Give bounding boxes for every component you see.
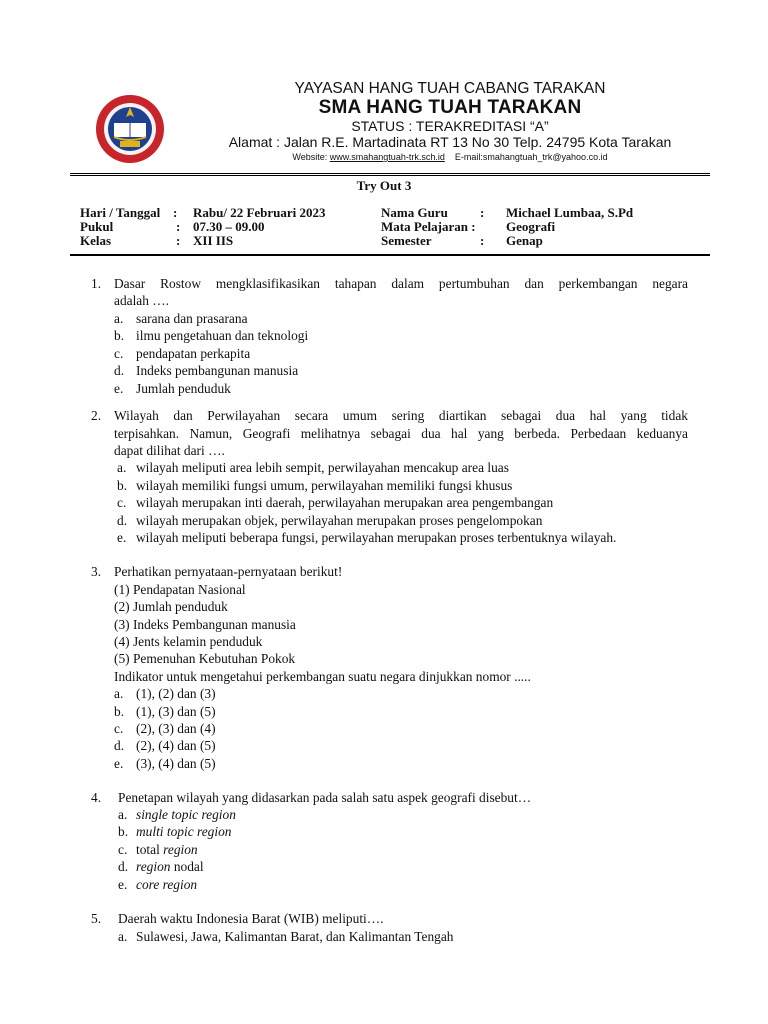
- time-value: 07.30 – 09.00: [193, 219, 265, 234]
- option-text: Indeks pembangunan manusia: [136, 363, 299, 378]
- option-letter: e.: [114, 756, 124, 771]
- option-text: multi topic region: [136, 824, 232, 839]
- option-letter: c.: [118, 842, 128, 857]
- header-divider-2: [70, 175, 710, 176]
- subject-value: Geografi: [506, 219, 556, 234]
- foundation-name: YAYASAN HANG TUAH CABANG TARAKAN: [294, 80, 606, 97]
- class-label: Kelas: [80, 233, 112, 248]
- option-letter: c.: [114, 721, 124, 736]
- option-letter: e.: [118, 877, 128, 892]
- option-letter: b.: [117, 478, 128, 493]
- day-label: Hari / Tanggal: [80, 205, 161, 220]
- school-emblem-icon: [90, 93, 170, 165]
- statement-item: (4) Jents kelamin penduduk: [114, 634, 263, 649]
- question-text: Penetapan wilayah yang didasarkan pada salah satu aspek geografi disebut…: [118, 790, 532, 805]
- website-link[interactable]: www.smahangtuah-trk.sch.id: [329, 152, 445, 162]
- option-letter: b.: [114, 704, 125, 719]
- option-letter: d.: [114, 738, 125, 753]
- option-text: wilayah merupakan objek, perwilayahan merupakan proses pengelompokan: [136, 513, 543, 528]
- option-text: wilayah meliputi area lebih sempit, perwilayahan mencakup area luas: [136, 460, 509, 475]
- option-text: pendapatan perkapita: [136, 346, 251, 361]
- class-colon: :: [176, 233, 181, 248]
- header-divider: [70, 173, 710, 174]
- option-text: region nodal: [136, 859, 204, 874]
- school-name: SMA HANG TUAH TARAKAN: [318, 97, 582, 118]
- option-text: total region: [136, 842, 198, 857]
- day-colon: :: [173, 205, 178, 220]
- exam-title: Try Out 3: [356, 178, 412, 193]
- option-letter: a.: [118, 929, 128, 944]
- option-letter: a.: [118, 807, 128, 822]
- option-letter: a.: [117, 460, 127, 475]
- question-number: 5.: [91, 911, 102, 926]
- option-letter: c.: [117, 495, 127, 510]
- statement-item: (3) Indeks Pembangunan manusia: [114, 617, 296, 632]
- option-text: (2), (4) dan (5): [136, 738, 216, 753]
- option-text: Sulawesi, Jawa, Kalimantan Barat, dan Kalimantan Tengah: [136, 929, 454, 944]
- option-letter: b.: [118, 824, 129, 839]
- option-letter: c.: [114, 346, 124, 361]
- day-value: Rabu/ 22 Februari 2023: [193, 205, 326, 220]
- question-text: Daerah waktu Indonesia Barat (WIB) meliputi….: [118, 911, 384, 926]
- teacher-colon: :: [480, 205, 485, 220]
- option-text: (3), (4) dan (5): [136, 756, 216, 771]
- option-text: core region: [136, 877, 198, 892]
- question-text: adalah ….: [114, 293, 170, 308]
- info-divider: [70, 254, 710, 256]
- school-address: Alamat : Jalan R.E. Martadinata RT 13 No 30 Telp. 24795 Kota Tarakan: [228, 134, 672, 150]
- option-letter: e.: [117, 530, 127, 545]
- semester-colon: :: [480, 233, 485, 248]
- question-number: 2.: [91, 408, 102, 423]
- website-label: Website:: [292, 152, 328, 162]
- option-letter: d.: [118, 859, 129, 874]
- question-text: Dasar Rostow mengklasifikasikan tahapan dalam pertumbuhan dan perkembangan negara: [114, 276, 688, 291]
- question-number: 4.: [91, 790, 102, 805]
- option-text: (1), (3) dan (5): [136, 704, 216, 719]
- option-text: wilayah merupakan inti daerah, perwilayahan merupakan area pengembangan: [136, 495, 554, 510]
- option-letter: a.: [114, 686, 124, 701]
- question-text: dapat dilihat dari ….: [114, 443, 225, 458]
- teacher-label: Nama Guru: [381, 205, 448, 220]
- option-text: Jumlah penduduk: [136, 381, 231, 396]
- time-label: Pukul: [80, 219, 114, 234]
- option-text: single topic region: [136, 807, 236, 822]
- option-text: (1), (2) dan (3): [136, 686, 216, 701]
- option-text: (2), (3) dan (4): [136, 721, 216, 736]
- semester-value: Genap: [506, 233, 543, 248]
- question-number: 1.: [91, 276, 102, 291]
- option-letter: d.: [114, 363, 125, 378]
- option-text: ilmu pengetahuan dan teknologi: [136, 328, 309, 343]
- accreditation-status: STATUS : TERAKREDITASI “A”: [351, 118, 549, 134]
- question-text: Perhatikan pernyataan-pernyataan berikut!: [114, 564, 343, 579]
- question-number: 3.: [91, 564, 102, 579]
- option-letter: a.: [114, 311, 124, 326]
- semester-label: Semester: [381, 233, 432, 248]
- option-letter: b.: [114, 328, 125, 343]
- statement-item: (1) Pendapatan Nasional: [114, 582, 246, 597]
- statement-item: (5) Pemenuhan Kebutuhan Pokok: [114, 651, 296, 666]
- time-colon: :: [176, 219, 181, 234]
- email-text: E-mail:smahangtuah_trk@yahoo.co.id: [454, 152, 608, 162]
- question-text: Wilayah dan Perwilayahan secara umum sering diartikan sebagai dua hal yang tidak: [114, 408, 688, 423]
- subject-label: Mata Pelajaran :: [381, 219, 476, 234]
- option-text: wilayah memiliki fungsi umum, perwilayahan memiliki fungsi khusus: [136, 478, 513, 493]
- class-value: XII IIS: [193, 233, 234, 248]
- option-text: sarana dan prasarana: [136, 311, 248, 326]
- question-text: Indikator untuk mengetahui perkembangan suatu negara dinjukkan nomor .....: [114, 669, 531, 684]
- option-letter: e.: [114, 381, 124, 396]
- question-text: terpisahkan. Namun, Geografi melihatnya sebagai dua hal yang berbeda. Perbedaan keduanya: [114, 426, 688, 441]
- teacher-value: Michael Lumbaa, S.Pd: [506, 205, 634, 220]
- contact-line: [180, 152, 720, 162]
- statement-item: (2) Jumlah penduduk: [114, 599, 228, 614]
- option-text: wilayah meliputi beberapa fungsi, perwilayahan merupakan proses terbentuknya wilayah.: [136, 530, 617, 545]
- option-letter: d.: [117, 513, 128, 528]
